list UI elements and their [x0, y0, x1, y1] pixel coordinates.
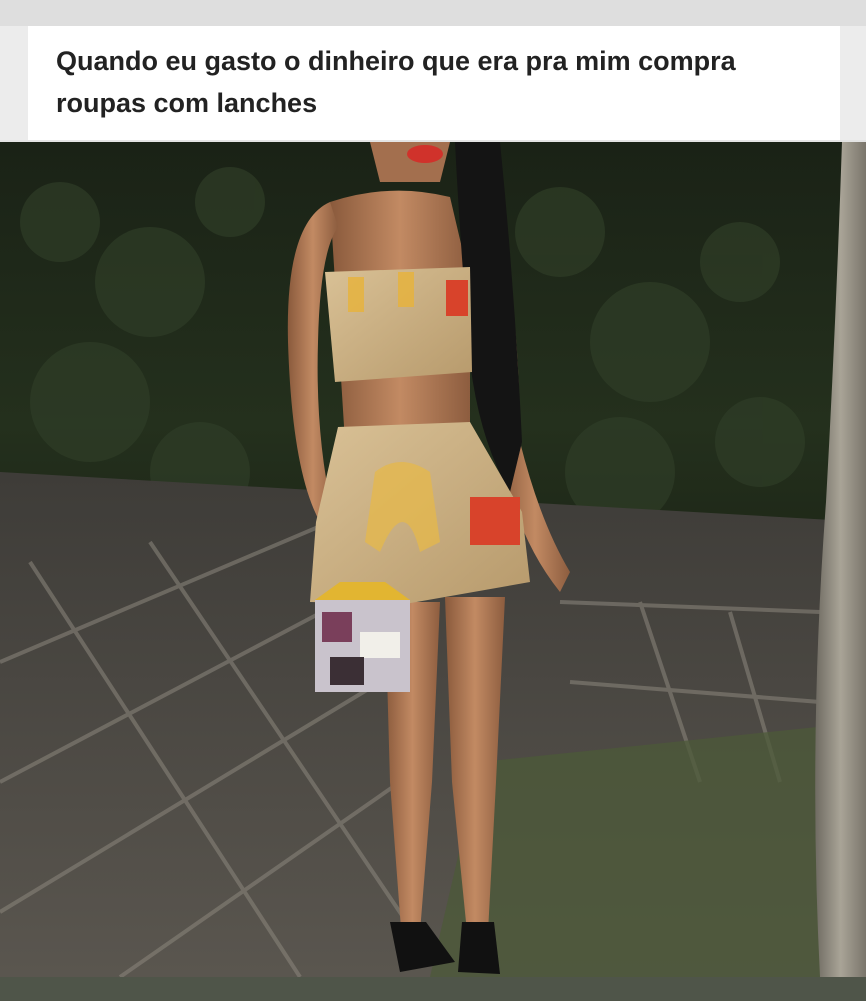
box-pattern-1	[322, 612, 352, 642]
bottom-bar	[0, 977, 866, 1001]
top-bar	[0, 0, 866, 26]
skirt-logo-red	[470, 497, 520, 545]
top-logo-yellow	[348, 277, 364, 312]
top-logo-yellow-2	[398, 272, 414, 307]
caption-margin-right	[840, 26, 866, 140]
caption-card	[28, 26, 840, 140]
meme-photo	[0, 142, 866, 977]
caption-margin-left	[0, 26, 28, 140]
right-shoe	[458, 922, 500, 974]
box-pattern-3	[330, 657, 364, 685]
lips	[407, 145, 443, 163]
top-logo-red	[446, 280, 468, 316]
photo-illustration	[0, 142, 866, 977]
box-pattern-2	[360, 632, 400, 658]
caption-text: Quando eu gasto o dinheiro que era pra mim compra roupas com lanches	[56, 46, 736, 118]
